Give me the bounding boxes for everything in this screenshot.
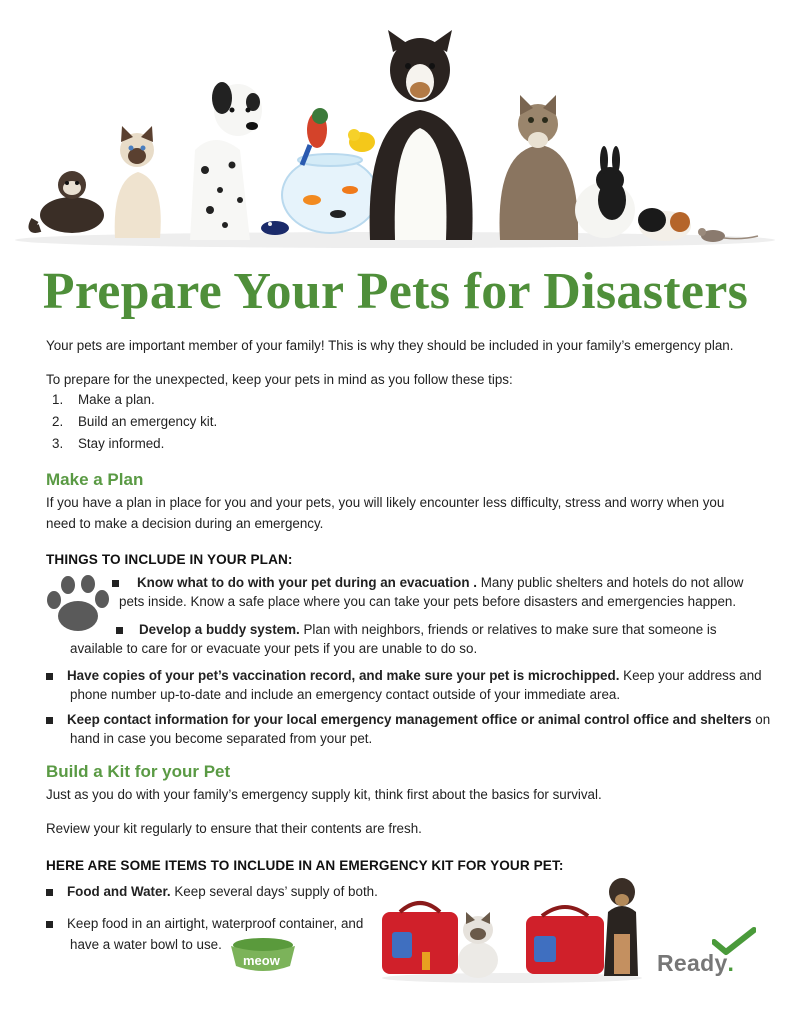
- pets-hero-illustration: [0, 0, 791, 255]
- ready-logo-dot: .: [727, 950, 734, 976]
- plan-item-buddy-system: Develop a buddy system. Plan with neighbors, friends or relatives to make sure that someone is available to care for or evacuate your pets if you are unable to do so.: [70, 622, 717, 656]
- plan-text-line1: If you have a plan in place for you and your pets, you will likely encounter less difficulty, stress and worry when you: [46, 495, 725, 510]
- bullet-square: [46, 921, 53, 928]
- kit-include-heading: HERE ARE SOME ITEMS TO INCLUDE IN AN EMERGENCY KIT FOR YOUR PET:: [46, 858, 564, 873]
- bullet-square: [46, 889, 53, 896]
- bullet-square: [112, 580, 119, 587]
- plan-item-evacuation: Know what to do with your pet during an evacuation . Many public shelters and hotels do not allow pets inside. Know a safe place where you can take your pets before disasters and emergencies happen.: [112, 573, 752, 611]
- list-item: 1. Make a plan.: [52, 392, 155, 407]
- kit-text2: Review your kit regularly to ensure that their contents are fresh.: [46, 821, 422, 836]
- ferret-figure: [32, 171, 104, 233]
- make-plan-heading: Make a Plan: [46, 470, 144, 489]
- intro-text: Your pets are important member of your family! This is why they should be included in your family’s emergency plan.: [46, 338, 734, 353]
- list-item: 3. Stay informed.: [52, 436, 165, 451]
- bullet-square: [46, 717, 53, 724]
- guinea-pig-figure: [638, 208, 691, 241]
- emergency-kit-illustration: [378, 872, 646, 984]
- bullet-square: [46, 673, 53, 680]
- page-title: Prepare Your Pets for Disasters: [42, 263, 749, 320]
- list-item: 2. Build an emergency kit.: [52, 414, 218, 429]
- canary-figure: [348, 129, 375, 152]
- plan-item-vaccination: Have copies of your pet’s vaccination record, and make sure your pet is microchipped. Keep your address and phone number up-to-date and include an emergency contact outside of your immediate area.: [46, 666, 766, 704]
- prep-line: To prepare for the unexpected, keep your pets in mind as you follow these tips:: [46, 372, 513, 387]
- plan-item-contact-info: Keep contact information for your local emergency management office or animal control office and shelters on hand in case you become separated from your pet.: [46, 710, 776, 748]
- plan-text-line2: need to make a decision during an emergency.: [46, 516, 324, 531]
- siamese-cat-figure: [115, 126, 161, 238]
- bullet-square: [116, 627, 123, 634]
- tabby-cat-figure: [500, 95, 579, 240]
- kit-item-food-water: Food and Water. Keep several days’ supply of both.: [46, 882, 386, 901]
- tips-list: [46, 389, 346, 455]
- kit-text1: Just as you do with your family’s emergency supply kit, think first about the basics for survival.: [46, 787, 602, 802]
- bowl-label: meow: [243, 953, 280, 968]
- ready-logo-word: Ready: [657, 950, 728, 976]
- plan-include-heading: THINGS TO INCLUDE IN YOUR PLAN:: [46, 552, 293, 567]
- frog-figure: [261, 221, 289, 235]
- collie-dog-figure: [370, 30, 473, 240]
- rabbit-figure: [575, 146, 635, 238]
- build-kit-heading: Build a Kit for your Pet: [46, 762, 231, 781]
- kit-item-airtight-container: Keep food in an airtight, waterproof container, and have a water bowl to use.: [46, 913, 386, 955]
- fishbowl-figure: [282, 154, 378, 233]
- dalmatian-figure: [190, 82, 262, 240]
- ready-logo: [657, 950, 734, 977]
